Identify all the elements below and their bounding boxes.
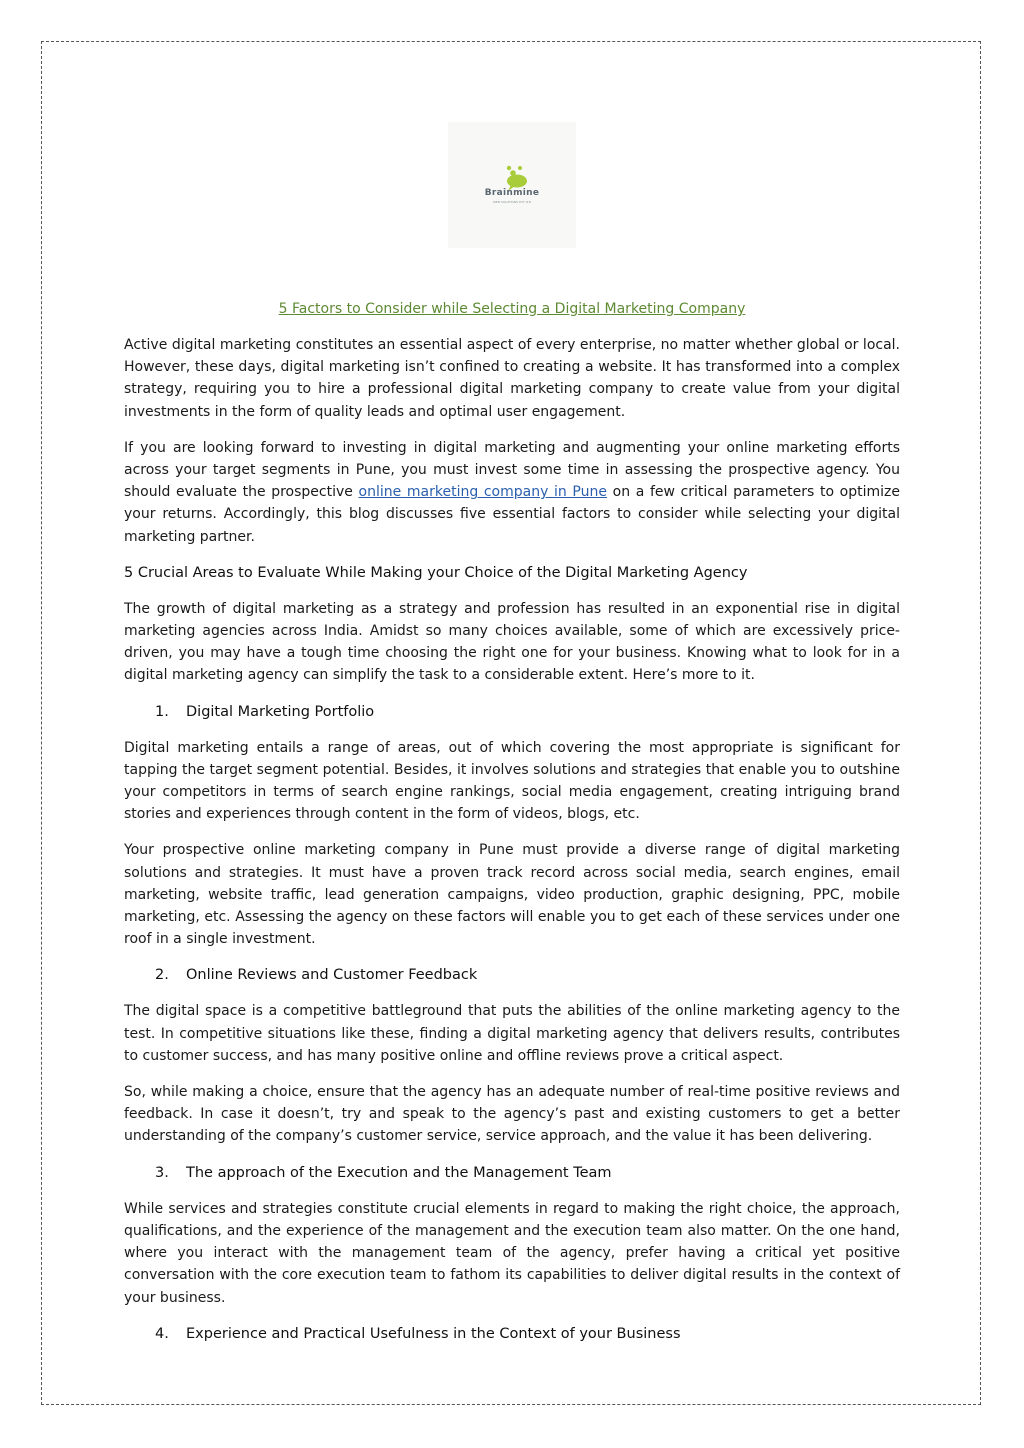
factor-title: Digital Marketing Portfolio [186, 703, 375, 720]
brainmine-logo [448, 122, 576, 248]
factor-heading-4 [124, 1323, 900, 1345]
logo-wordmark: Brainmine [484, 188, 540, 198]
factor-3-paragraph-1: While services and strategies constitute crucial elements in regard to making the right choice, the approach, qualifications, and the experience of the management and the execution team also matter. On the one hand, where you interact with the management team of the agency, prefer having a critical yet positive conversation with the core execution team to fathom its capabilities to deliver digital results in the context of your business. [124, 1200, 900, 1306]
article [124, 298, 900, 1359]
section-heading: 5 Crucial Areas to Evaluate While Making your Choice of the Digital Marketing Agency [124, 564, 748, 581]
intro-paragraph-2 [124, 437, 900, 548]
factor-title: The approach of the Execution and the Management Team [186, 1164, 612, 1181]
factor-1-paragraph-1: Digital marketing entails a range of areas, out of which covering the most appropriate is significant for tapping the target segment potential. Besides, it involves solutions and strategies that enable you to outshine your competitors in terms of search engine rankings, social media engagement, creating intriguing brand stories and experiences through content in the form of videos, blogs, etc. [124, 739, 900, 823]
intro-paragraph-1: Active digital marketing constitutes an essential aspect of every enterprise, no matter whether global or local. However, these days, digital marketing isn’t confined to creating a website. It has transformed into a complex strategy, requiring you to hire a professional digital marketing company to create value from your digital investments in the form of quality leads and optimal user engagement. [124, 337, 900, 420]
intro-paragraph-2-text: If you are looking forward to investing in digital marketing and augmenting your online marketing efforts across your target segments in Pune, you must invest some time in assessing the prospective agency. You should evaluate the prospective [124, 439, 900, 501]
factor-number: 4. [155, 1325, 169, 1342]
factor-heading-1 [124, 701, 900, 723]
online-marketing-company-link[interactable]: online marketing company in Pune [358, 484, 607, 501]
factor-2-paragraph-1: The digital space is a competitive battleground that puts the abilities of the online marketing agency to the test. In competitive situations like these, finding a digital marketing agency that delivers results, contributes to customer success, and has many positive online and offline reviews prove a critical aspect. [124, 1003, 900, 1064]
factor-title: Experience and Practical Usefulness in the Context of your Business [186, 1325, 681, 1342]
factor-number: 3. [155, 1164, 169, 1181]
logo-tagline: WEB SOLUTIONS PVT LTD [492, 200, 532, 204]
speech-bubble-icon [448, 122, 576, 248]
factor-title: Online Reviews and Customer Feedback [186, 967, 478, 984]
factor-number: 2. [155, 967, 169, 984]
factor-heading-2 [124, 964, 900, 986]
section-paragraph: The growth of digital marketing as a strategy and profession has resulted in an exponential rise in digital marketing agencies across India. Amidst so many choices available, some of which are excessively price-driven, you may have a tough time choosing the right one for your business. Knowing what to look for in a digital marketing agency can simplify the task to a considerable extent. Here’s more to it. [124, 600, 900, 684]
factor-1-paragraph-2: Your prospective online marketing company in Pune must provide a diverse range of digital marketing solutions and strategies. It must have a proven track record across social media, search engines, email marketing, website traffic, lead generation campaigns, video production, graphic designing, PPC, mobile marketing, etc. Assessing the agency on these factors will enable you to get each of these services under one roof in a single investment. [124, 842, 900, 948]
factor-2-paragraph-2: So, while making a choice, ensure that the agency has an adequate number of real-time positive reviews and feedback. In case it doesn’t, try and speak to the agency’s past and existing customers to get a better understanding of the company’s customer service, service approach, and the value it has been delivering. [124, 1084, 900, 1145]
page-title: 5 Factors to Consider while Selecting a Digital Marketing Company [278, 301, 746, 317]
factor-number: 1. [155, 703, 169, 720]
intro-paragraph-2-text-end: on a few critical parameters to optimize your returns. Accordingly, this blog discusses five essential factors to consider while selecting your digital marketing partner. [124, 484, 900, 545]
factor-heading-3 [124, 1162, 900, 1184]
